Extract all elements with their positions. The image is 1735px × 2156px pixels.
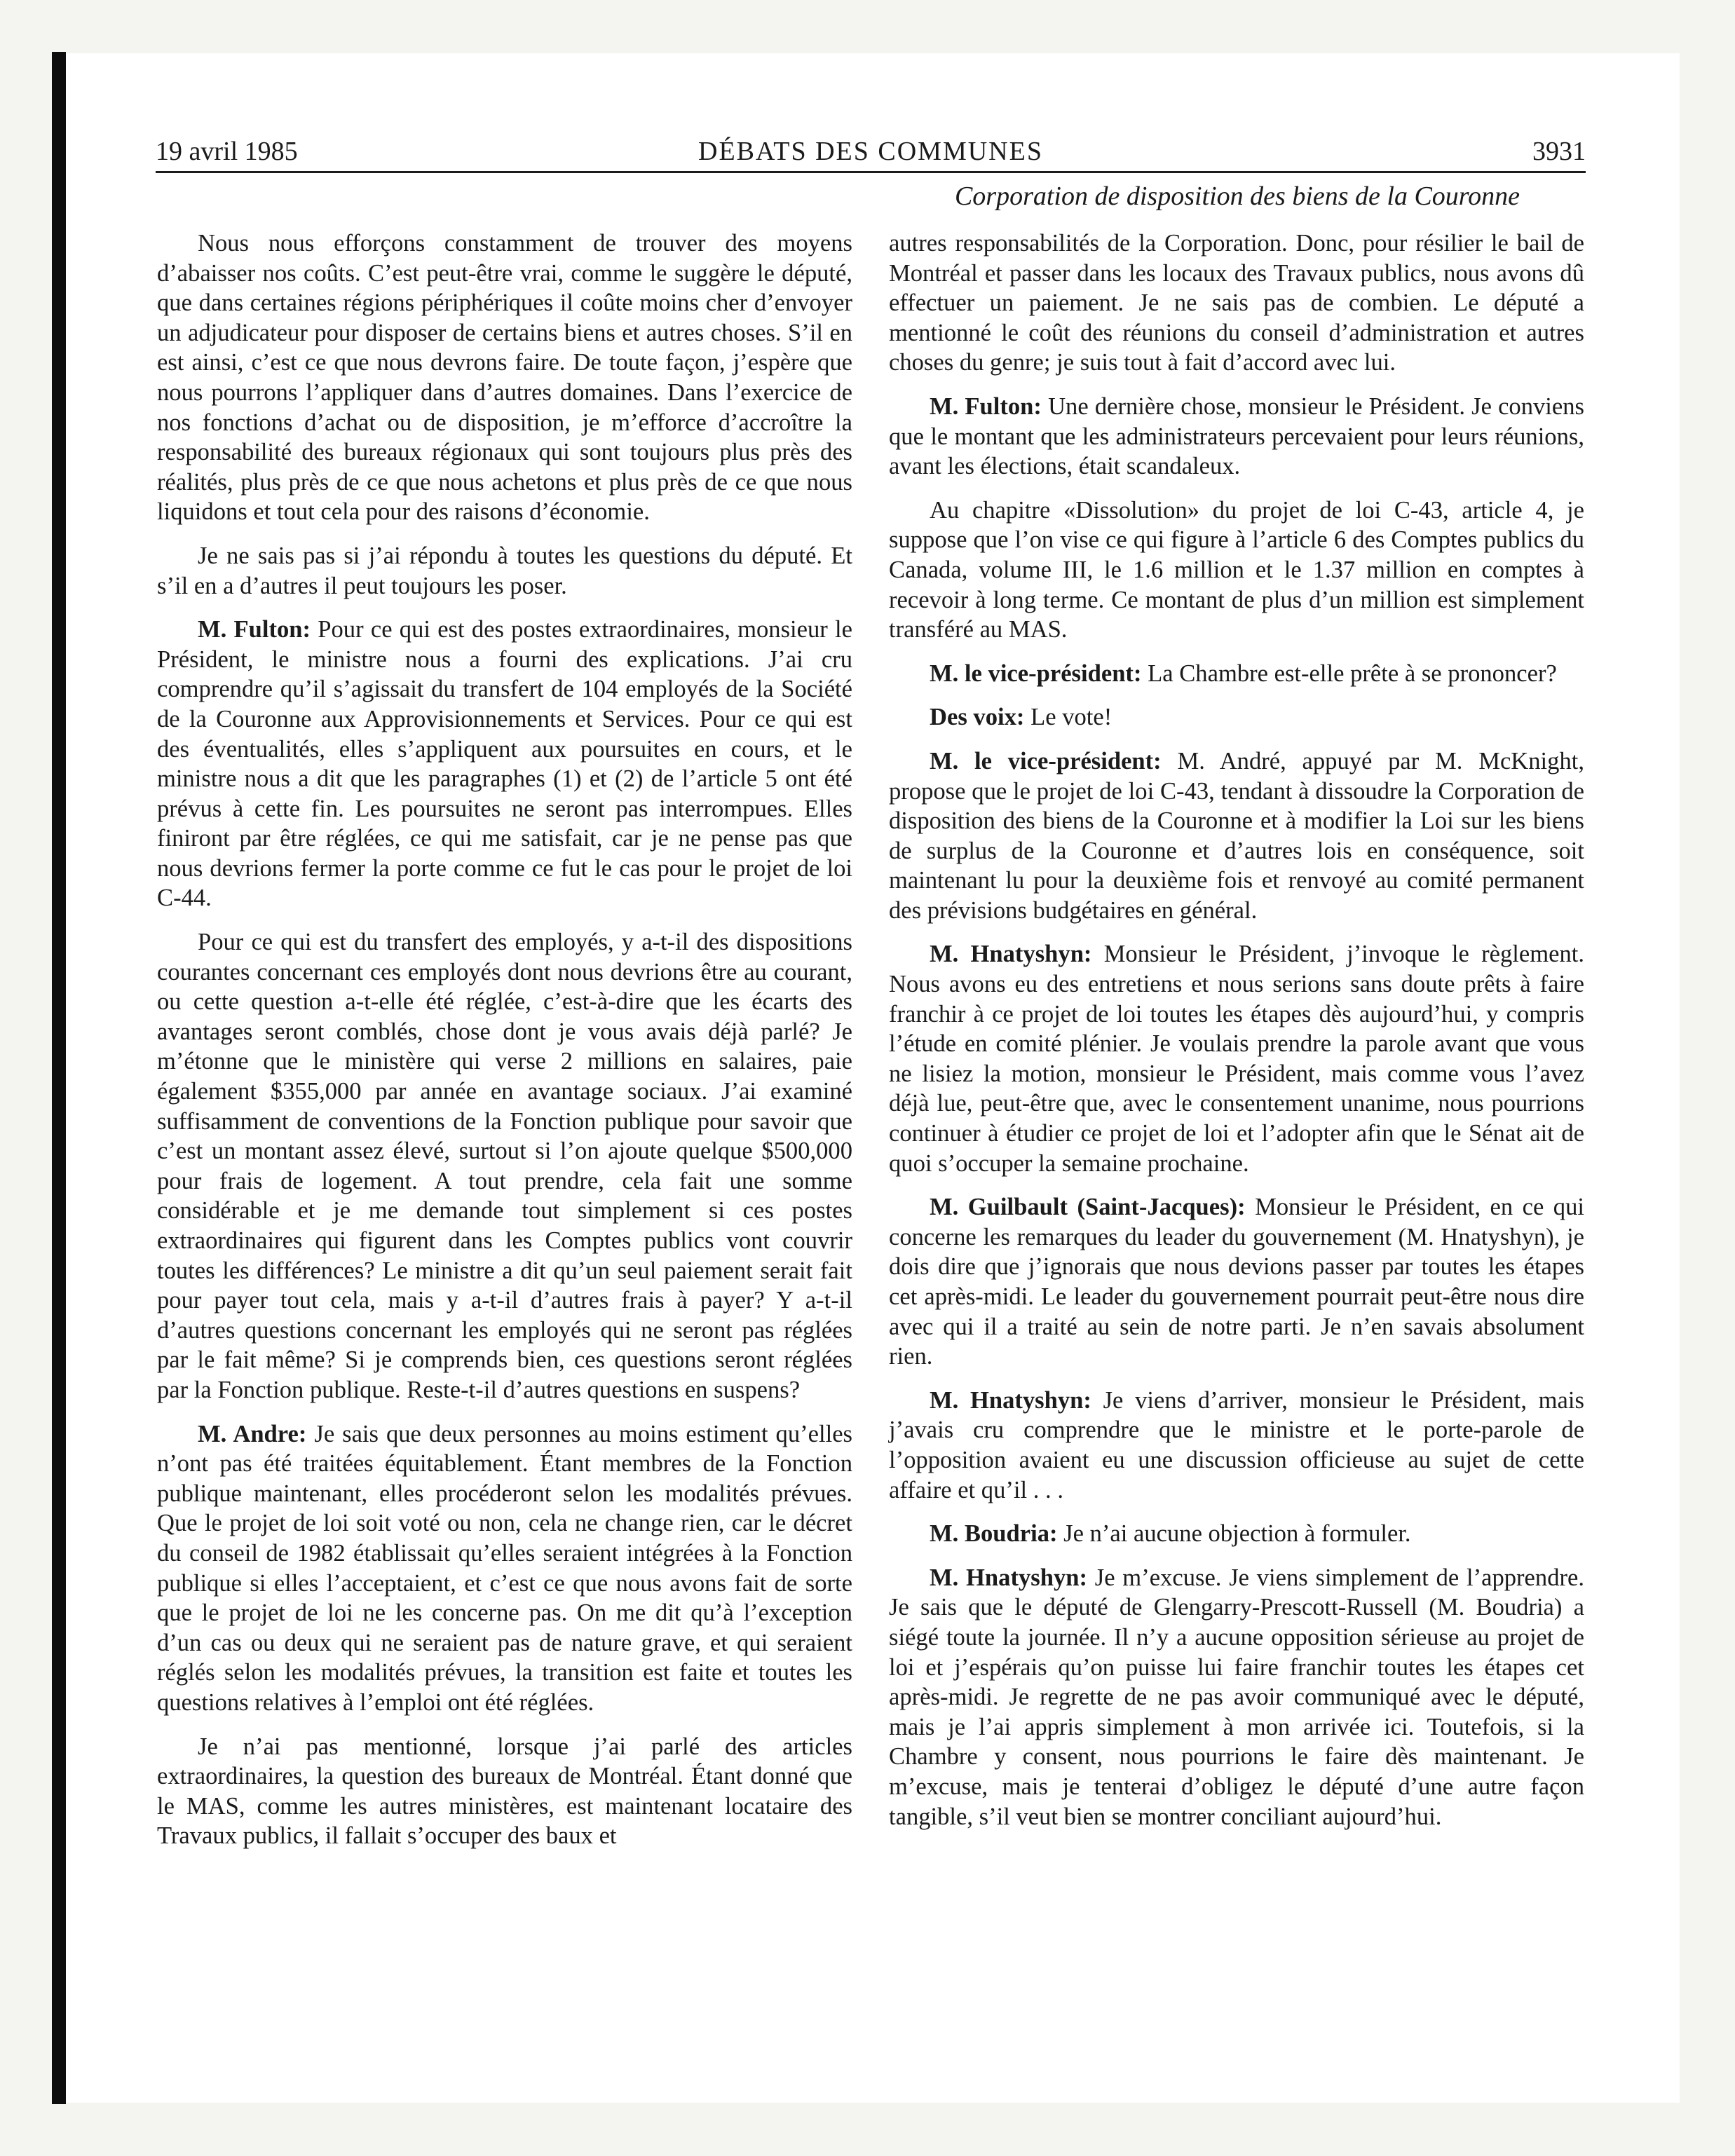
speaker-name: M. le vice-président: [930, 747, 1162, 775]
running-head: Corporation de disposition des biens de la Couronne [954, 182, 1520, 211]
scan-border [52, 52, 66, 2104]
header-date: 19 avril 1985 [156, 137, 298, 166]
paragraph [889, 659, 1584, 689]
paragraph [157, 541, 852, 601]
paragraph [889, 392, 1584, 482]
page-number: 3931 [1532, 137, 1586, 166]
paragraph-text: Pour ce qui est du transfert des employés, y a-t-il des dispositions courantes concernant ces employés dont nous devrions être au courant, ou cette question a-t-elle été réglée, c’est-à-dire que les écarts des avantages seront comblés, chose dont je vous avais déjà parlé? Je m’étonne que le ministère qui verse 2 millions en salaires, paie également $355,000 par année en avantage sociaux. J’ai examiné suffisamment de conventions de la Fonction publique pour savoir que c’est un montant assez élevé, surtout si l’on ajoute quelque $500,000 pour frais de logement. A tout prendre, cela fait une somme considérable et je me demande tout simplement si ces postes extraordinaires qui figurent dans les Comptes publics vont couvrir toutes les différences? Le ministre a dit qu’un seul paiement serait fait pour payer tout cela, mais y a-t-il d’autres frais à payer? Y a-t-il d’autres questions concernant les employés qui ne seront pas réglées par le fait même? Si je comprends bien, ces questions seront réglées par la Fonction publique. Reste-t-il d’autres questions en suspens? [157, 929, 852, 1403]
speaker-name: M. Fulton: [930, 393, 1042, 420]
paragraph-text: Pour ce qui est des postes extraordinaires, monsieur le Président, le ministre nous a fourni des explications. J’ai cru comprendre qu’il s’agissait du transfert de 104 employés de la Société de la Couronne aux Approvisionnements et Services. Pour ce qui est des éventualités, elles s’appliquent aux poursuites en cours, et le ministre nous a dit que les paragraphes (1) et (2) de l’article 5 ont été prévus à cette fin. Les poursuites ne seront pas interrompues. Elles finiront par être réglées, ce qui me satisfait, car je ne pense pas que nous devrions fermer la porte comme ce fut le cas pour le projet de loi C-44. [157, 616, 852, 912]
paragraph-text: Monsieur le Président, en ce qui concerne les remarques du leader du gouvernement (M. Hnatyshyn), je dois dire que j’ignorais que nous devions passer par toutes les étapes cet après-midi. Le leader du gouvernement pourrait peut-être nous dire avec qui il a traité au sein de notre parti. Je n’en savais absolument rien. [889, 1194, 1584, 1370]
speaker-name: Des voix: [930, 704, 1025, 731]
paragraph [889, 939, 1584, 1178]
paragraph-text: autres responsabilités de la Corporation. Donc, pour résilier le bail de Montréal et passer dans les locaux des Travaux publics, nous avons dû effectuer un paiement. Je ne sais pas de combien. Le député a mentionné le coût des réunions du conseil d’administration et autres choses du genre; je suis tout à fait d’accord avec lui. [889, 230, 1584, 376]
header-title: DÉBATS DES COMMUNES [698, 137, 1043, 166]
paragraph-text: M. André, appuyé par M. McKnight, propose que le projet de loi C-43, tendant à dissoudre la Corporation de disposition des biens de la Couronne et à modifier la Loi sur les biens de surplus de la Couronne et d’autres lois en conséquence, soit maintenant lu pour la deuxième fois et renvoyé au comité permanent des prévisions budgétaires en général. [889, 747, 1584, 924]
paragraph [889, 1563, 1584, 1831]
paragraph-text: Nous nous efforçons constamment de trouver des moyens d’abaisser nos coûts. C’est peut-être vrai, comme le suggère le député, que dans certaines régions périphériques il coûte moins cher d’envoyer un adjudicateur pour disposer de certains biens et autres choses. S’il en est ainsi, c’est ce que nous devrons faire. De toute façon, j’espère que nous pourrons l’appliquer dans d’autres domaines. Dans l’exercice de nos fonctions d’achat ou de disposition, je m’efforce d’accroître la responsabilité des bureaux régionaux qui sont toujours plus près des réalités, plus près de ce que nous achetons et plus près de ce que nous liquidons et tout cela pour des raisons d’économie. [157, 230, 852, 526]
paragraph-text: Je viens d’arriver, monsieur le Président, mais j’avais cru comprendre que le ministre et le porte-parole de l’opposition avaient eu une discussion officieuse au sujet de cette affaire et qu’il . . . [889, 1386, 1584, 1503]
speaker-name: M. Guilbault (Saint-Jacques): [930, 1194, 1246, 1221]
header-rule [156, 171, 1586, 173]
paragraph [889, 1192, 1584, 1372]
paragraph [889, 702, 1584, 732]
speaker-name: M. Hnatyshyn: [930, 1564, 1087, 1591]
page-header [156, 133, 1586, 170]
paragraph-text: Je n’ai aucune objection à formuler. [1063, 1520, 1411, 1548]
paragraph-text: Je n’ai pas mentionné, lorsque j’ai parlé des articles extraordinaires, la question des bureaux de Montréal. Étant donné que le MAS, comme les autres ministères, est maintenant locataire des Travaux publics, il fallait s’occuper des baux et [157, 1733, 852, 1850]
speaker-name: M. Andre: [198, 1420, 307, 1447]
paragraph [889, 1519, 1584, 1549]
paragraph-text: Au chapitre «Dissolution» du projet de loi C-43, article 4, je suppose que l’on vise ce qui figure à l’article 6 des Comptes publics du Canada, volume III, le 1.6 million et le 1.37 million en comptes à recevoir à long terme. Ce montant de plus d’un million est simplement transféré au MAS. [889, 496, 1584, 643]
paragraph-text: Je ne sais pas si j’ai répondu à toutes les questions du député. Et s’il en a d’autres il peut toujours les poser. [157, 542, 852, 599]
paragraph-text: Je m’excuse. Je viens simplement de l’apprendre. Je sais que le député de Glengarry-Prescott-Russell (M. Boudria) a siégé toute la journée. Il n’y a aucune opposition sérieuse au projet de loi et j’espérais qu’on puisse lui faire franchir toutes les étapes cet après-midi. Je regrette de ne pas avoir communiqué avec le député, mais je l’ai appris simplement à mon arrivée ici. Toutefois, si la Chambre y consent, nous pourrions le faire dès maintenant. Je m’excuse, mais je tenterai d’obligez le député d’une autre façon tangible, s’il veut bien se montrer conciliant aujourd’hui. [889, 1564, 1584, 1830]
paragraph [157, 228, 852, 527]
paragraph-text: La Chambre est-elle prête à se prononcer? [1148, 660, 1557, 687]
right-column [889, 228, 1584, 1845]
paragraph [889, 1386, 1584, 1505]
speaker-name: M. Boudria: [930, 1520, 1058, 1548]
paragraph-text: Une dernière chose, monsieur le Président. Je conviens que le montant que les administrateurs percevaient pour leurs réunions, avant les élections, était scandaleux. [889, 393, 1584, 480]
paragraph-text: Monsieur le Président, j’invoque le règlement. Nous avons eu des entretiens et nous serions sans doute prêts à faire franchir à ce projet de loi toutes les étapes dès aujourd’hui, y compris l’étude en comité plénier. Je voulais prendre la parole avant que vous ne lisiez la motion, monsieur le Président, mais comme vous l’avez déjà lue, peut-être que, avec le consentement unanime, nous pourrions continuer à étudier ce projet de loi et l’adopter afin que le Sénat ait de quoi s’occuper la semaine prochaine. [889, 941, 1584, 1177]
speaker-name: M. Hnatyshyn: [930, 1386, 1091, 1414]
speaker-name: M. le vice-président: [930, 660, 1142, 687]
paragraph [157, 1419, 852, 1718]
paragraph [889, 746, 1584, 926]
paragraph [157, 1732, 852, 1851]
paragraph-text: Le vote! [1030, 704, 1113, 731]
speaker-name: M. Fulton: [198, 616, 311, 643]
paragraph [889, 496, 1584, 645]
left-column [157, 228, 852, 1865]
paragraph [157, 615, 852, 913]
paragraph [889, 228, 1584, 378]
paragraph [157, 927, 852, 1405]
speaker-name: M. Hnatyshyn: [930, 941, 1092, 968]
paragraph-text: Je sais que deux personnes au moins estiment qu’elles n’ont pas été traitées équitablement. Étant membres de la Fonction publique maintenant, elles procéderont selon les modalités prévues. Que le projet de loi soit voté ou non, cela ne change rien, car le décret du conseil de 1982 établissait qu’elles seraient intégrées à la Fonction publique si elles l’acceptaient, et c’est ce que nous avons fait de sorte que le projet de loi ne les concerne pas. On me dit qu’à l’exception d’un cas ou deux qui ne seraient pas de nature grave, et qui seraient réglés selon les modalités prévues, la transition est faite et toutes les questions relatives à l’emploi ont été réglées. [157, 1420, 852, 1716]
